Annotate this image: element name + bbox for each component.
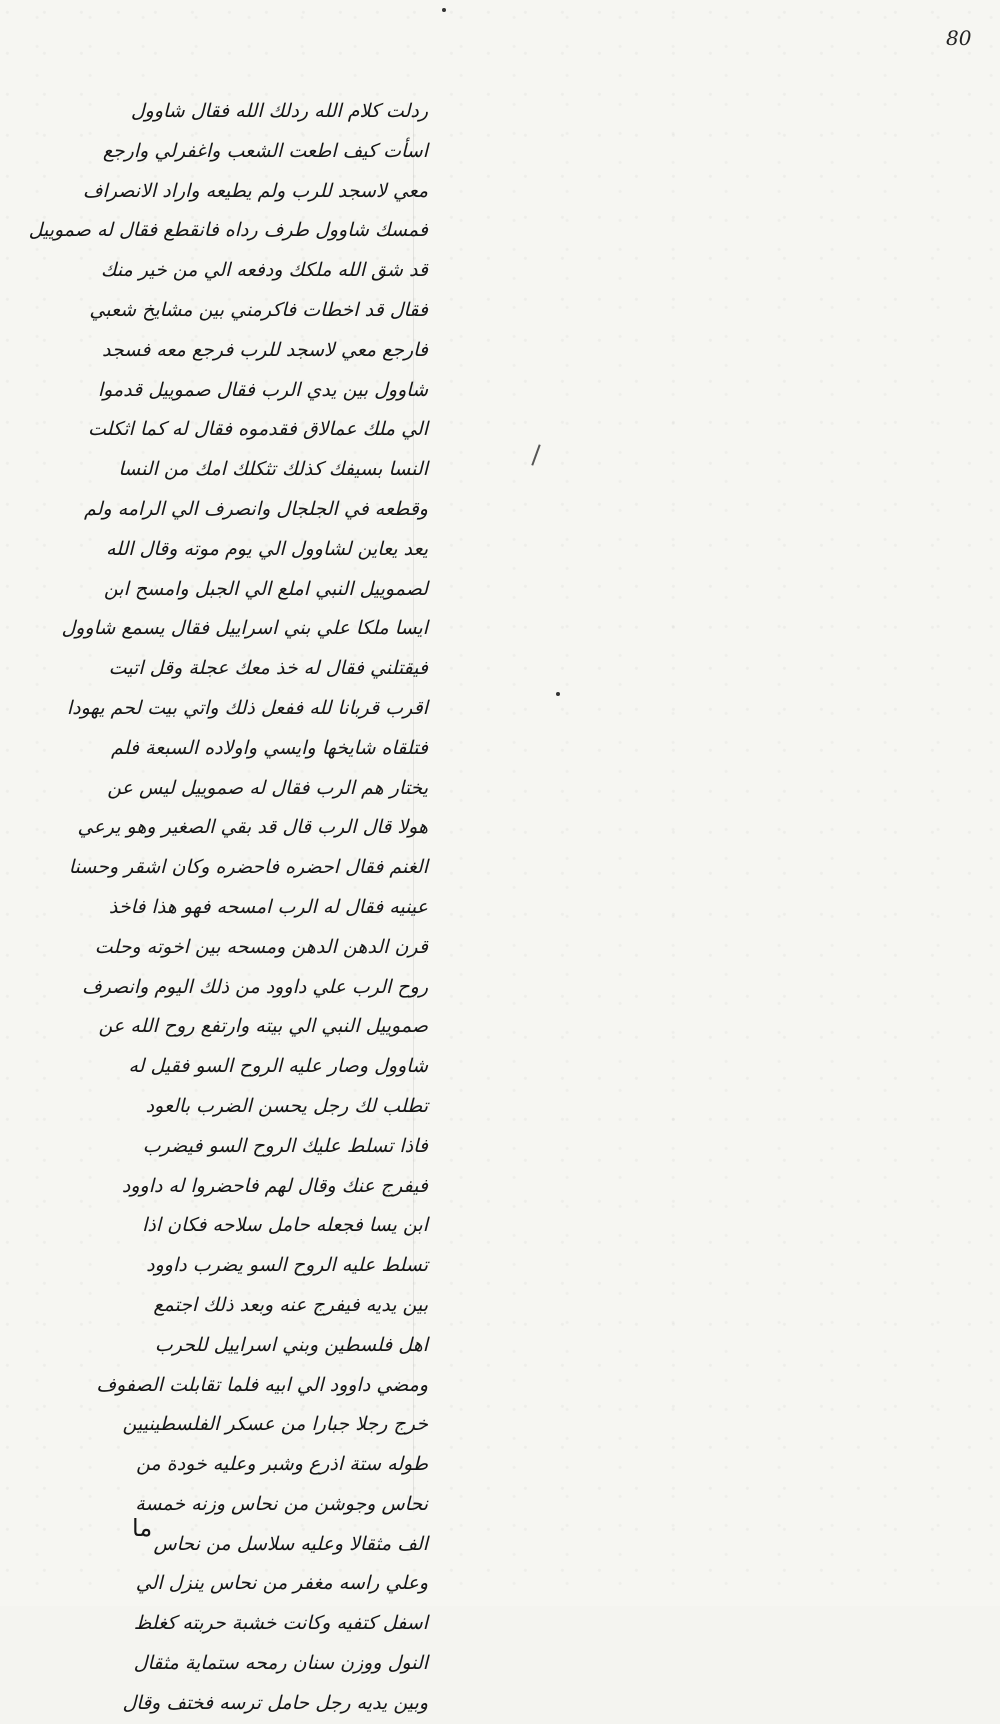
text-line: شاوول بين يدي الرب فقال صموييل قدموا (97, 378, 428, 401)
text-line: بين يديه فيفرج عنه وبعد ذلك اجتمع (153, 1293, 428, 1316)
text-line: شاوول وصار عليه الروح السو فقيل له (128, 1055, 428, 1078)
text-line: الغنم فقال احضره فاحضره وكان اشقر وحسنا (68, 856, 428, 879)
text-line: فمسك شاوول طرف رداه فانقطع فقال له صموييل (28, 219, 428, 242)
ink-dot-mark (556, 692, 560, 696)
folio-number: 80 (946, 26, 972, 50)
text-line: معي لاسجد للرب ولم يطيعه واراد الانصراف (82, 179, 428, 202)
text-line: ابن يسا فجعله حامل سلاحه فكان اذا (142, 1214, 428, 1237)
text-line: فيقتلني فقال له خذ معك عجلة وقل اتيت (108, 657, 428, 680)
text-line: تطلب لك رجل يحسن الضرب بالعود (145, 1094, 428, 1117)
text-line: الي ملك عمالاق فقدموه فقال له كما اثكلت (87, 418, 428, 441)
text-line: اقرب قربانا لله ففعل ذلك واتي بيت لحم يهودا (66, 696, 428, 719)
text-line: ايسا ملكا علي بني اسراييل فقال يسمع شاوول (61, 617, 428, 640)
text-line: النول ووزن سنان رمحه ستماية مثقال (133, 1652, 428, 1675)
text-line: فقال قد اخطات فاكرمني بين مشايخ شعبي (89, 298, 428, 321)
text-line: هولا قال الرب قال قد بقي الصغير وهو يرعي (77, 816, 428, 839)
text-line: فتلقاه شايخها وايسي واولاده السبعة فلم (111, 736, 428, 759)
text-line: وبين يديه رجل حامل ترسه فختف وقال (122, 1691, 428, 1714)
text-line: اسأت كيف اطعت الشعب واغفرلي وارجع (102, 139, 428, 162)
text-line: فيفرج عنك وقال لهم فاحضروا له داوود (121, 1174, 428, 1197)
text-line: فاذا تسلط عليك الروح السو فيضرب (142, 1134, 428, 1157)
manuscript-text (28, 92, 428, 1724)
text-line: خرج رجلا جبارا من عسكر الفلسطينيين (122, 1413, 428, 1436)
text-line: وقطعه في الجلجال وانصرف الي الرامه ولم (84, 497, 428, 520)
text-line: فارجع معي لاسجد للرب فرجع معه فسجد (102, 338, 428, 361)
ink-dot-mark (442, 8, 446, 12)
text-line: يختار هم الرب فقال له صموييل ليس عن (107, 776, 428, 799)
text-line: اسفل كتفيه وكانت خشبة حربته كغلظ (133, 1612, 428, 1635)
text-line: نحاس وجوشن من نحاس وزنه خمسة (135, 1492, 428, 1515)
text-line: وعلي راسه مغفر من نحاس ينزل الي (135, 1572, 428, 1595)
text-line: ومضي داوود الي ابيه فلما تقابلت الصفوف (96, 1373, 428, 1396)
text-line: روح الرب علي داوود من ذلك اليوم وانصرف (81, 975, 428, 998)
text-line: قرن الدهن الدهن ومسحه بين اخوته وحلت (94, 935, 428, 958)
text-line: ردلت كلام الله ردلك الله فقال شاوول (130, 100, 428, 122)
text-line: يعد يعاين لشاوول الي يوم موته وقال الله (105, 537, 428, 560)
catchword: ما (132, 1514, 153, 1542)
text-line: النسا بسيفك كذلك تثكلك امك من النسا (118, 458, 428, 481)
text-line: اهل فلسطين وبني اسراييل للحرب (154, 1333, 428, 1356)
text-line: قد شق الله ملكك ودفعه الي من خير منك (100, 259, 428, 282)
text-line: طوله ستة اذرع وشبر وعليه خودة من (136, 1453, 428, 1476)
text-line: تسلط عليه الروح السو يضرب داوود (146, 1254, 428, 1277)
text-line: الف مثقالا وعليه سلاسل من نحاس (153, 1532, 428, 1555)
text-line: صموييل النبي الي بيته وارتفع روح الله عن (98, 1015, 428, 1038)
text-line: عينيه فقال له الرب امسحه فهو هذا فاخذ (108, 895, 428, 918)
text-line: لصموييل النبي املع الي الجبل وامسح ابن (103, 577, 428, 600)
ink-stroke-mark (531, 444, 540, 465)
